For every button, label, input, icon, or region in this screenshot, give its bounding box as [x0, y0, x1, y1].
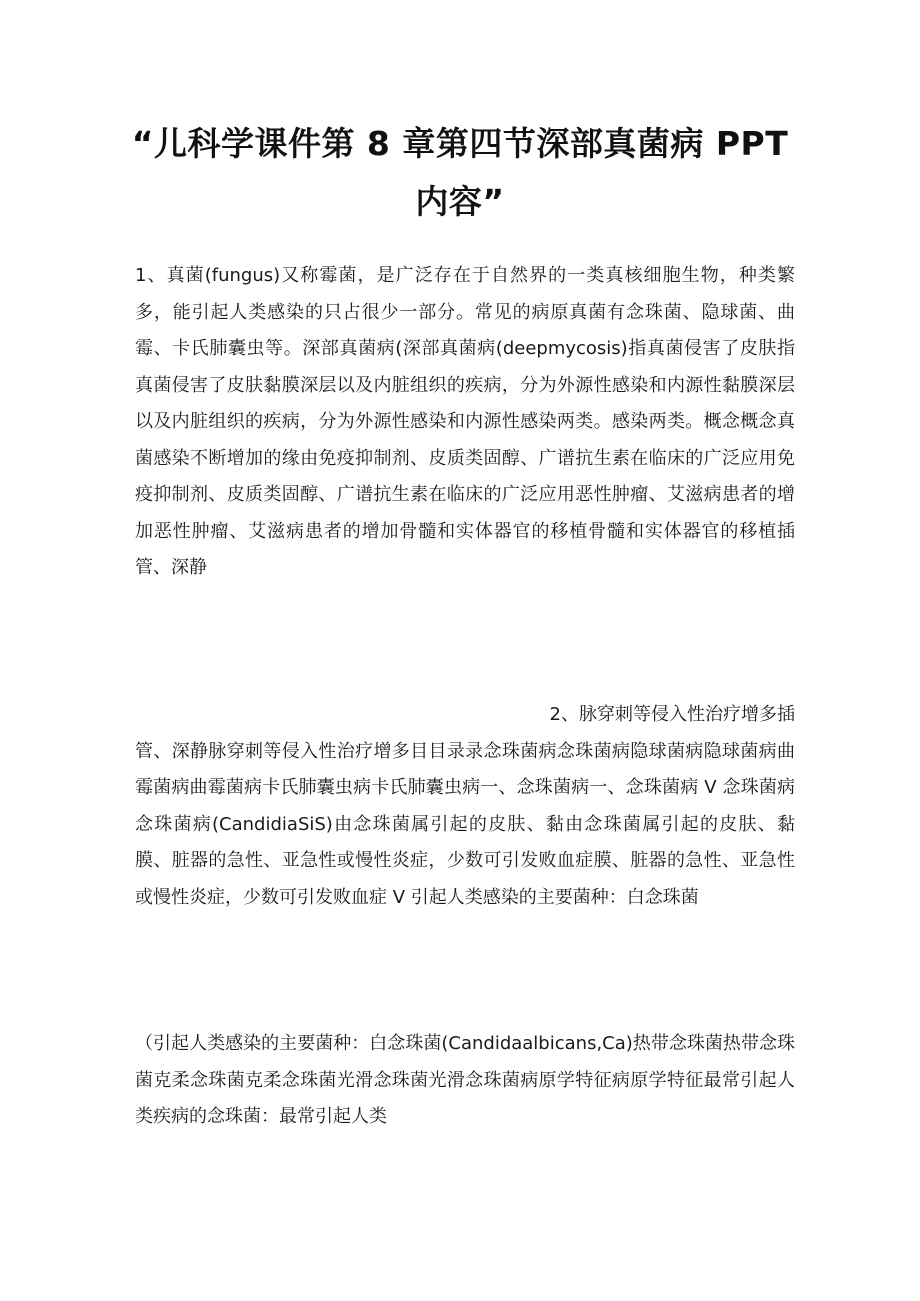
paragraph-1: 1、真菌(fungus)又称霉菌，是广泛存在于自然界的一类真核细胞生物，种类繁多，能引起人类感染的只占很少一部分。常见的病原真菌有念珠菌、隐球菌、曲霉、卡氏肺囊虫等。深部真菌病(深部真菌病(deepmycosis)指真菌侵害了皮肤指真菌侵害了皮肤黏膜深层以及内脏组织的疾病，分为外源性感染和内源性黏膜深层以及内脏组织的疾病，分为外源性感染和内源性感染两类。感染两类。概念概念真菌感染不断增加的缘由免疫抑制剂、皮质类固醇、广谱抗生素在临床的广泛应用免疫抑制剂、皮质类固醇、广谱抗生素在临床的广泛应用恶性肿瘤、艾滋病患者的增加恶性肿瘤、艾滋病患者的增加骨髓和实体器官的移植骨髓和实体器官的移植插管、深静 — [135, 265, 795, 578]
paragraph-3: （引起人类感染的主要菌种：白念珠菌(Candidaalbicans,Ca)热带念珠菌热带念珠菌克柔念珠菌克柔念珠菌光滑念珠菌光滑念珠菌病原学特征病原学特征最常引起人类疾病的念珠菌：最常引起人类 — [135, 1033, 795, 1127]
paragraph-2-first-line: 2、脉穿刺等侵入性治疗增多插 — [549, 704, 795, 725]
paragraph-2-body: 管、深静脉穿刺等侵入性治疗增多目目录录念珠菌病念珠菌病隐球菌病隐球菌病曲霉菌病曲霉菌病卡氏肺囊虫病卡氏肺囊虫病一、念珠菌病一、念珠菌病 V 念珠菌病念珠菌病(CandidiaSiS)由念珠菌属引起的皮肤、黏由念珠菌属引起的皮肤、黏膜、脏器的急性、亚急性或慢性炎症，少数可引发败血症膜、脏器的急性、亚急性或慢性炎症，少数可引发败血症 V 引起人类感染的主要菌种：白念珠菌 — [135, 740, 795, 908]
paragraph-2 — [135, 697, 795, 916]
document-title-line2: 内容” — [415, 182, 505, 221]
document-title-line1: “儿科学课件第 8 章第四节深部真菌病 PPT — [131, 124, 789, 163]
